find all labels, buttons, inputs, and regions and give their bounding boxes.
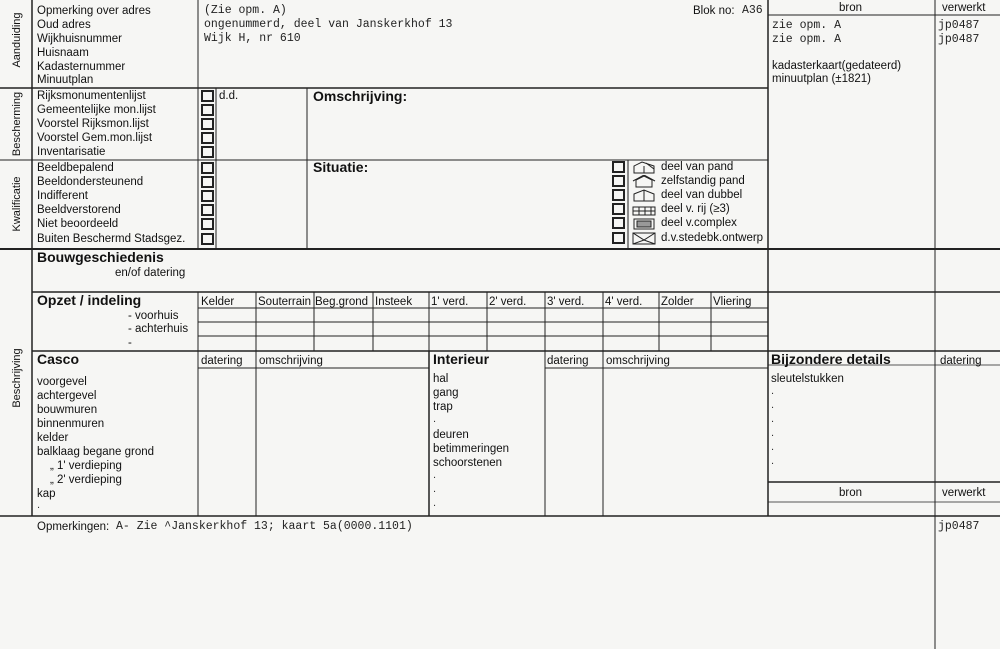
header-verwerkt-bottom: verwerkt — [942, 487, 986, 499]
checkbox-voorstel-rijksmon-lijst[interactable] — [201, 118, 214, 130]
house-row-icon — [632, 203, 656, 216]
checkbox-deel-van-dubbel[interactable] — [612, 189, 625, 201]
interieur-item-blank-3: . — [433, 483, 437, 495]
section-label-beschrijving: Beschrijving — [11, 348, 23, 408]
value-opmerkingen: A- Zie ^Janskerkhof 13; kaart 5a(0000.1101) — [116, 520, 413, 533]
label-blank-row: - — [128, 337, 132, 349]
label-indifferent: Indifferent — [37, 190, 88, 202]
label-situatie: Situatie: — [313, 159, 369, 175]
bron-value-1: zie opm. A — [772, 19, 842, 32]
checkbox-beeldverstorend[interactable] — [201, 204, 214, 216]
col-souterrain: Souterrain — [258, 296, 312, 308]
value-blok-no: A36 — [742, 4, 763, 17]
col-kelder: Kelder — [201, 296, 235, 308]
interieur-col-omschrijving: omschrijving — [606, 355, 670, 367]
casco-item-voorgevel: voorgevel — [37, 376, 87, 388]
bijzondere-item-blank-4: . — [771, 427, 775, 439]
bijzondere-item-blank-6: . — [771, 455, 775, 467]
header-bron-top: bron — [839, 2, 863, 14]
header-verwerkt-top: verwerkt — [942, 2, 986, 14]
label-wijkhuisnummer: Wijkhuisnummer — [37, 33, 122, 45]
casco-item-2e-verdieping: „ 2' verdieping — [50, 474, 122, 486]
label-niet-beoordeeld: Niet beoordeeld — [37, 218, 119, 230]
house-complex-icon — [632, 217, 656, 230]
casco-col-omschrijving: omschrijving — [259, 355, 323, 367]
label-casco: Casco — [37, 351, 80, 367]
label-dv-stedebk-ontwerp: d.v.stedebk.ontwerp — [661, 232, 764, 244]
col-1e-verd: 1' verd. — [431, 296, 469, 308]
casco-item-1e-verdieping: „ 1' verdieping — [50, 460, 122, 472]
label-voorstel-rijksmon-lijst: Voorstel Rijksmon.lijst — [37, 118, 149, 130]
casco-item-binnenmuren: binnenmuren — [37, 418, 105, 430]
casco-item-achtergevel: achtergevel — [37, 390, 97, 402]
checkbox-buiten-beschermd-stadsgez[interactable] — [201, 233, 214, 245]
casco-item-kelder: kelder — [37, 432, 69, 444]
label-kadasternummer: Kadasternummer — [37, 61, 126, 73]
label-beeldondersteunend: Beeldondersteunend — [37, 176, 144, 188]
casco-item-kap: kap — [37, 488, 56, 500]
verwerkt-value-1: jp0487 — [938, 19, 980, 32]
label-en-of-datering: en/of datering — [115, 267, 186, 279]
house-part-icon — [632, 161, 656, 174]
interieur-item-blank-1: . — [433, 413, 437, 425]
col-beg-grond: Beg.grond — [315, 296, 369, 308]
house-standalone-icon — [632, 175, 656, 188]
bron-kadasterkaart: kadasterkaart(gedateerd) — [772, 60, 902, 72]
label-voorhuis: - voorhuis — [128, 310, 179, 322]
label-deel-v-complex: deel v.complex — [661, 217, 737, 229]
label-minuutplan: Minuutplan — [37, 74, 94, 86]
label-huisnaam: Huisnaam — [37, 47, 89, 59]
label-interieur: Interieur — [433, 351, 490, 367]
label-gemeentelijke-mon-lijst: Gemeentelijke mon.lijst — [37, 104, 156, 116]
label-zelfstandig-pand: zelfstandig pand — [661, 175, 745, 187]
value-opmerking-over-adres: (Zie opm. A) — [204, 4, 287, 17]
label-achterhuis: - achterhuis — [128, 323, 189, 335]
label-omschrijving: Omschrijving: — [313, 88, 408, 104]
interieur-item-trap: trap — [433, 401, 453, 413]
casco-item-bouwmuren: bouwmuren — [37, 404, 98, 416]
interieur-item-blank-4: . — [433, 497, 437, 509]
bijzondere-item-blank-5: . — [771, 441, 775, 453]
interieur-item-schoorstenen: schoorstenen — [433, 457, 503, 469]
label-opmerking-over-adres: Opmerking over adres — [37, 5, 151, 17]
checkbox-indifferent[interactable] — [201, 190, 214, 202]
label-opzet-indeling: Opzet / indeling — [37, 292, 142, 308]
interieur-col-datering: datering — [547, 355, 589, 367]
col-vliering: Vliering — [713, 296, 752, 308]
section-label-kwalificatie: Kwalificatie — [11, 176, 23, 232]
checkbox-beeldondersteunend[interactable] — [201, 176, 214, 188]
label-oud-adres: Oud adres — [37, 19, 91, 31]
checkbox-gemeentelijke-mon-lijst[interactable] — [201, 104, 214, 116]
casco-col-datering: datering — [201, 355, 243, 367]
verwerkt-value-2: jp0487 — [938, 33, 980, 46]
house-double-icon — [632, 189, 656, 202]
label-opmerkingen: Opmerkingen: — [37, 521, 110, 533]
checkbox-niet-beoordeeld[interactable] — [201, 218, 214, 230]
col-4e-verd: 4' verd. — [605, 296, 643, 308]
interieur-item-deuren: deuren — [433, 429, 469, 441]
bron-value-2: zie opm. A — [772, 33, 842, 46]
casco-item-balklaag: balklaag begane grond — [37, 446, 155, 458]
col-insteek: Insteek — [375, 296, 413, 308]
label-deel-van-pand: deel van pand — [661, 161, 734, 173]
label-dd: d.d. — [219, 90, 239, 102]
section-label-aanduiding: Aanduiding — [11, 12, 23, 68]
col-zolder: Zolder — [661, 296, 694, 308]
bijzondere-item-sleutelstukken: sleutelstukken — [771, 373, 844, 385]
header-bron-bottom: bron — [839, 487, 863, 499]
label-bijzondere-details: Bijzondere details — [771, 351, 891, 367]
value-oud-adres: ongenummerd, deel van Janskerkhof 13 — [204, 18, 453, 31]
label-beeldverstorend: Beeldverstorend — [37, 204, 121, 216]
label-beeldbepalend: Beeldbepalend — [37, 162, 114, 174]
col-3e-verd: 3' verd. — [547, 296, 585, 308]
checkbox-dv-stedebk-ontwerp[interactable] — [612, 232, 625, 244]
urban-design-icon — [632, 232, 656, 245]
checkbox-deel-v-rij[interactable] — [612, 203, 625, 215]
casco-item-blank: . — [37, 499, 41, 511]
bijzondere-col-datering: datering — [940, 355, 982, 367]
interieur-item-hal: hal — [433, 373, 449, 385]
label-bouwgeschiedenis: Bouwgeschiedenis — [37, 249, 164, 265]
value-opmerkingen-verwerkt: jp0487 — [938, 520, 980, 533]
checkbox-zelfstandig-pand[interactable] — [612, 175, 625, 187]
label-deel-van-dubbel: deel van dubbel — [661, 189, 743, 201]
checkbox-inventarisatie[interactable] — [201, 146, 214, 158]
label-inventarisatie: Inventarisatie — [37, 146, 106, 158]
label-buiten-beschermd-stadsgez: Buiten Beschermd Stadsgez. — [37, 233, 186, 245]
section-label-bescherming: Bescherming — [11, 91, 23, 157]
interieur-item-gang: gang — [433, 387, 459, 399]
bijzondere-item-blank-2: . — [771, 399, 775, 411]
label-voorstel-gem-mon-lijst: Voorstel Gem.mon.lijst — [37, 132, 153, 144]
bijzondere-item-blank-1: . — [771, 385, 775, 397]
interieur-item-betimmeringen: betimmeringen — [433, 443, 510, 455]
bijzondere-item-blank-3: . — [771, 413, 775, 425]
checkbox-deel-van-pand[interactable] — [612, 161, 625, 173]
label-deel-v-rij: deel v. rij (≥3) — [661, 203, 730, 215]
checkbox-rijksmonumentenlijst[interactable] — [201, 90, 214, 102]
interieur-item-blank-2: . — [433, 469, 437, 481]
value-wijkhuisnummer: Wijk H, nr 610 — [204, 32, 301, 45]
col-2e-verd: 2' verd. — [489, 296, 527, 308]
label-blok-no: Blok no: — [693, 5, 735, 17]
label-rijksmonumentenlijst: Rijksmonumentenlijst — [37, 90, 146, 102]
checkbox-voorstel-gem-mon-lijst[interactable] — [201, 132, 214, 144]
checkbox-deel-v-complex[interactable] — [612, 217, 625, 229]
checkbox-beeldbepalend[interactable] — [201, 162, 214, 174]
bron-minuutplan: minuutplan (±1821) — [772, 73, 872, 85]
